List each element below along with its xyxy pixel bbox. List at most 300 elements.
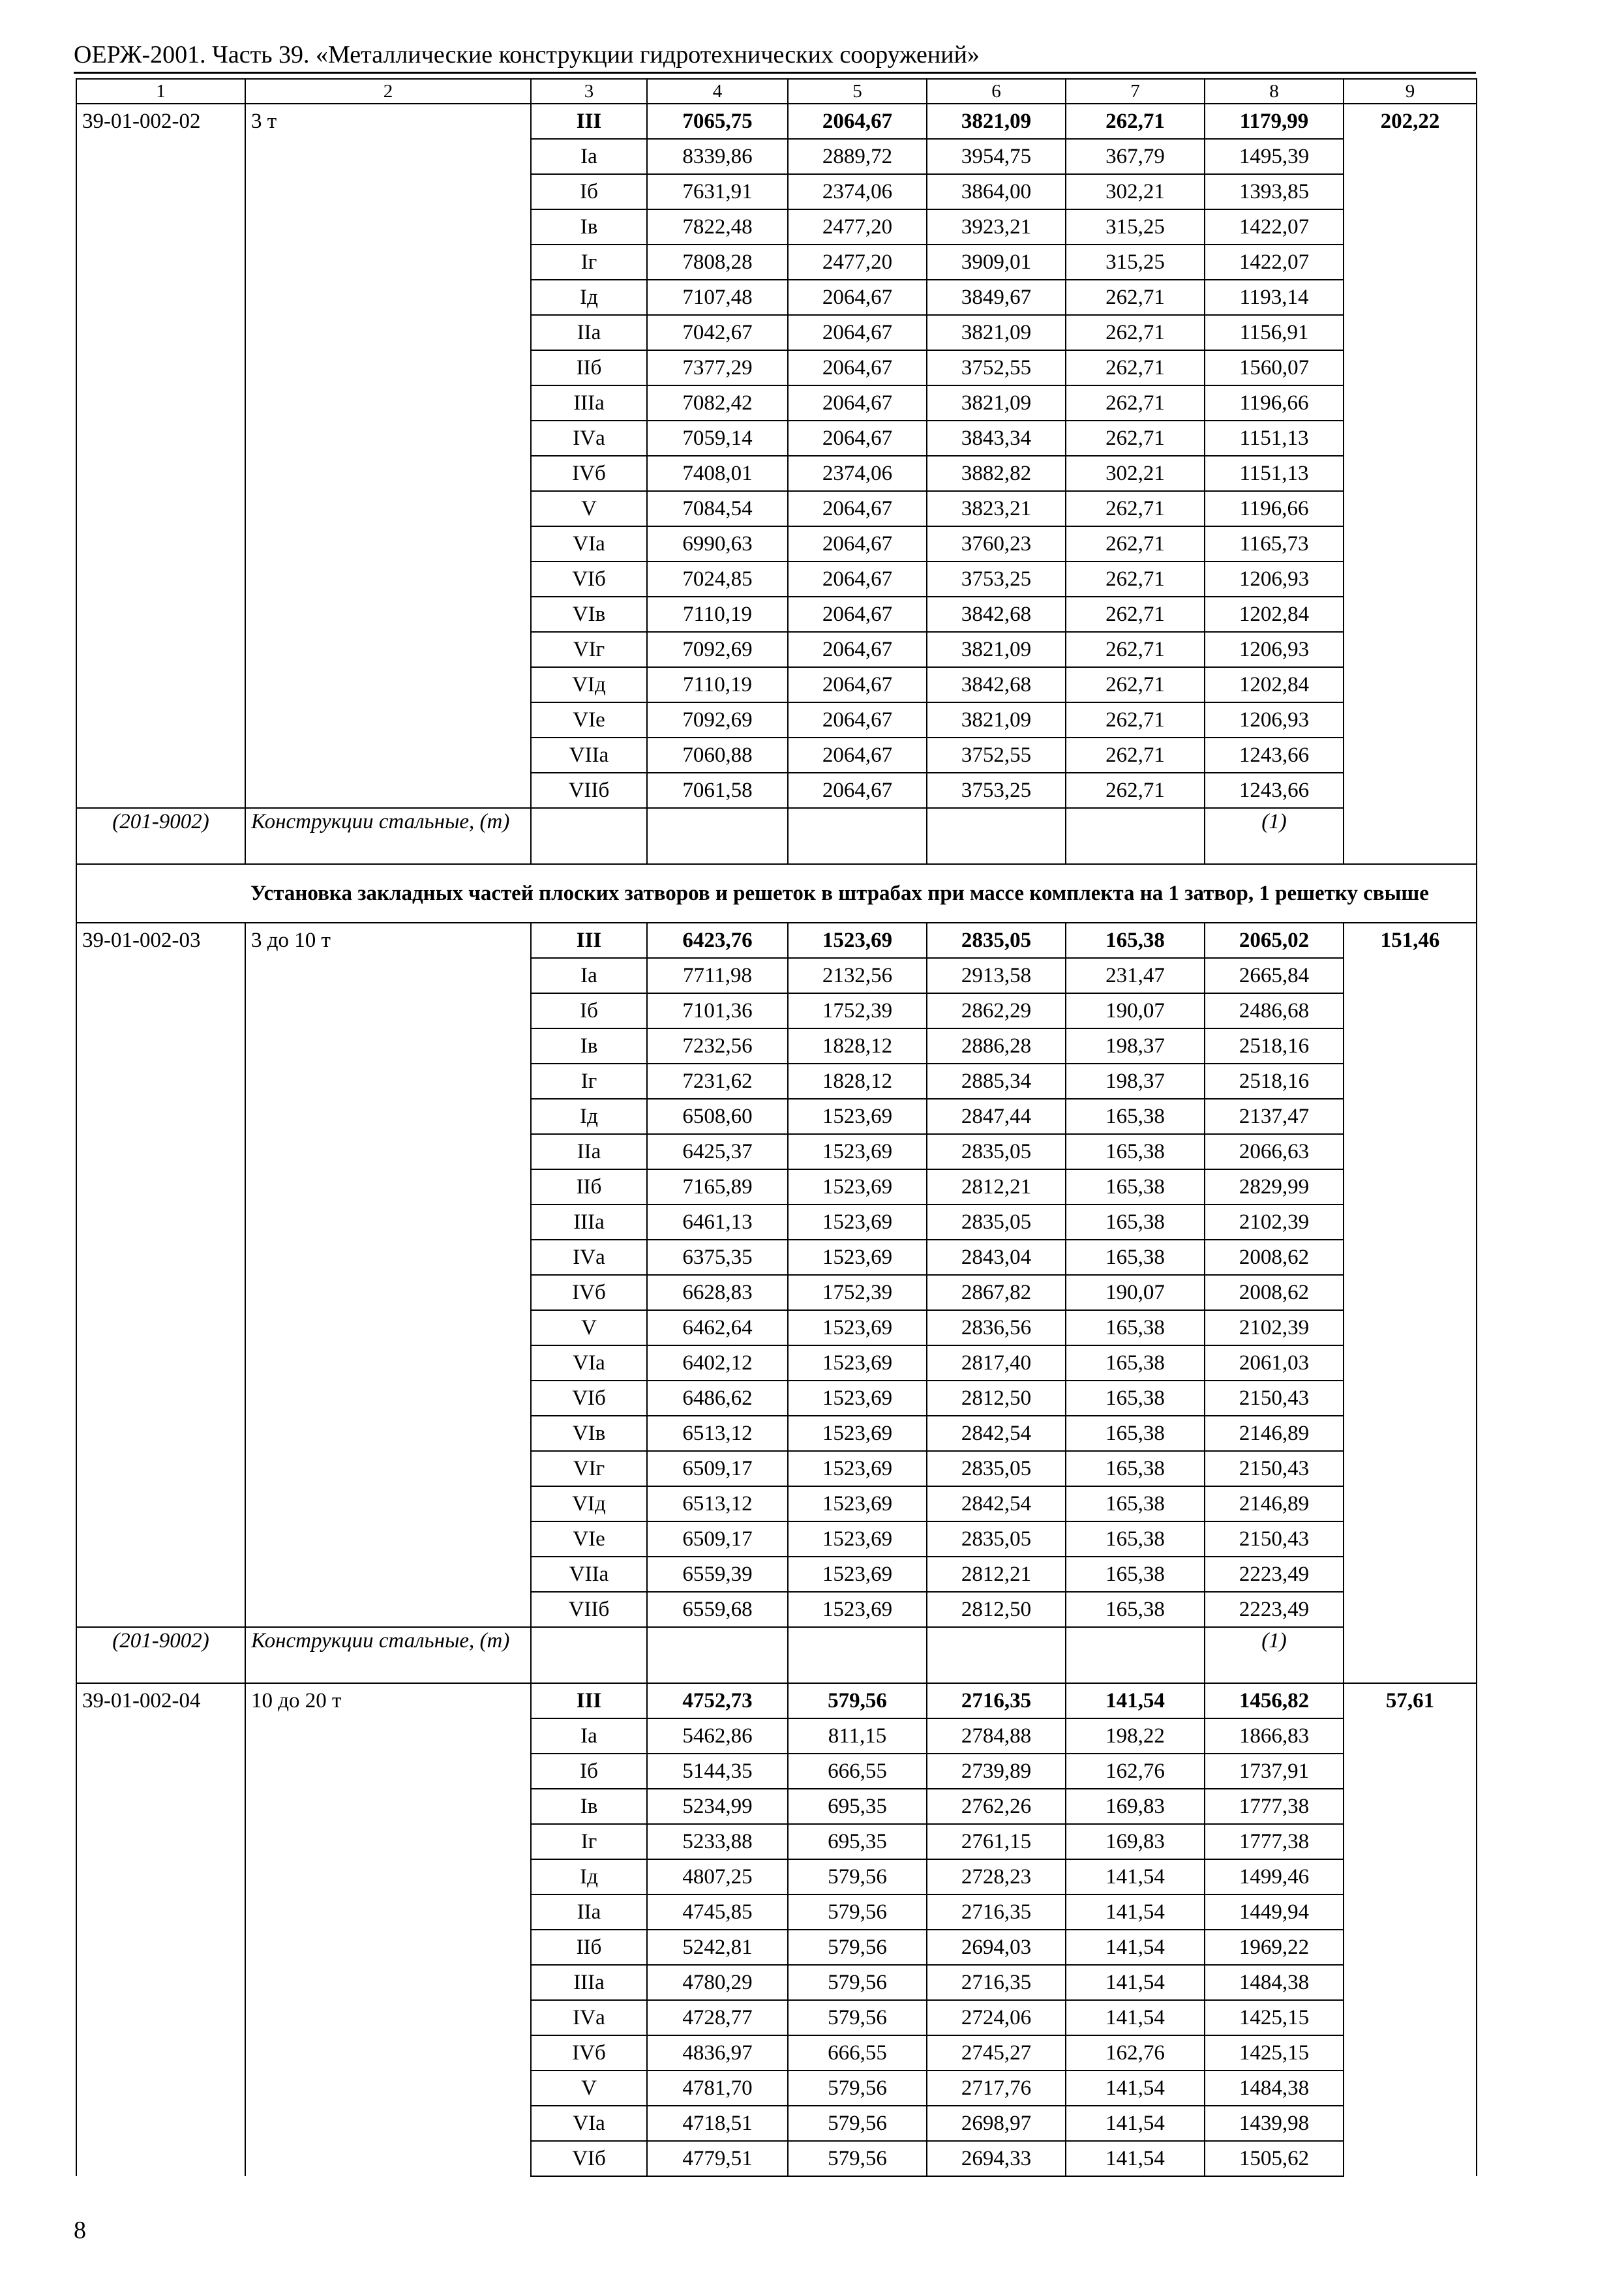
value-cell: 2102,39	[1205, 1204, 1344, 1240]
rate-code: 39-01-002-04	[76, 1683, 245, 1718]
resource-name: Конструкции стальные, (т)	[245, 1627, 531, 1683]
rate-code	[76, 1754, 245, 1789]
value-cell: 6462,64	[647, 1310, 788, 1345]
value-cell: 7110,19	[647, 597, 788, 632]
value-cell: 3882,82	[927, 456, 1066, 491]
value-cell: 2374,06	[788, 456, 927, 491]
value-cell: 165,38	[1066, 1416, 1205, 1451]
col9-value	[1344, 1930, 1477, 1965]
value-cell: 6990,63	[647, 526, 788, 561]
zone-cell: IVа	[531, 2000, 647, 2035]
table-row	[76, 1683, 1477, 1718]
zone-cell: IVб	[531, 456, 647, 491]
rate-code	[76, 491, 245, 526]
value-cell: 141,54	[1066, 1894, 1205, 1930]
value-cell: 1777,38	[1205, 1824, 1344, 1859]
rate-description	[245, 1718, 531, 1754]
value-cell: 1151,13	[1205, 456, 1344, 491]
value-cell: 1523,69	[788, 1486, 927, 1521]
table-row	[76, 1381, 1477, 1416]
value-cell: 262,71	[1066, 421, 1205, 456]
value-cell: 2745,27	[927, 2035, 1066, 2071]
col9-value	[1344, 2071, 1477, 2106]
value-cell: 6425,37	[647, 1134, 788, 1169]
rate-description	[245, 139, 531, 174]
column-number: 3	[531, 79, 647, 104]
col9-value	[1344, 561, 1477, 597]
col9-value	[1344, 2141, 1477, 2176]
zone-cell: IIб	[531, 350, 647, 385]
rate-description	[245, 174, 531, 209]
value-cell: 5462,86	[647, 1718, 788, 1754]
value-cell: 262,71	[1066, 597, 1205, 632]
value-cell: 2064,67	[788, 773, 927, 808]
value-cell: 3909,01	[927, 245, 1066, 280]
value-cell: 3843,34	[927, 421, 1066, 456]
table-row	[76, 1592, 1477, 1627]
rate-code	[76, 1204, 245, 1240]
value-cell: 7092,69	[647, 702, 788, 738]
value-cell: 2716,35	[927, 1894, 1066, 1930]
value-cell: 1523,69	[788, 1451, 927, 1486]
empty-cell	[647, 1627, 788, 1683]
value-cell: 1393,85	[1205, 174, 1344, 209]
zone-cell: Iг	[531, 1064, 647, 1099]
col9-value	[1344, 456, 1477, 491]
rate-description	[245, 702, 531, 738]
rate-description	[245, 1028, 531, 1064]
col9-value	[1344, 1789, 1477, 1824]
value-cell: 2064,67	[788, 667, 927, 702]
value-cell: 6486,62	[647, 1381, 788, 1416]
rate-code	[76, 773, 245, 808]
value-cell: 2064,67	[788, 385, 927, 421]
zone-cell: IIIа	[531, 385, 647, 421]
zone-cell: IVа	[531, 421, 647, 456]
col9-value	[1344, 209, 1477, 245]
zone-cell: Iа	[531, 139, 647, 174]
rate-code	[76, 2035, 245, 2071]
value-cell: 3752,55	[927, 350, 1066, 385]
rate-description	[245, 385, 531, 421]
value-cell: 2150,43	[1205, 1381, 1344, 1416]
value-cell: 1422,07	[1205, 245, 1344, 280]
value-cell: 6628,83	[647, 1275, 788, 1310]
zone-cell: IIб	[531, 1930, 647, 1965]
value-cell: 7060,88	[647, 738, 788, 773]
resource-row	[76, 1627, 1477, 1683]
value-cell: 2812,50	[927, 1381, 1066, 1416]
zone-cell: VIг	[531, 632, 647, 667]
rate-description	[245, 632, 531, 667]
zone-cell: IIIа	[531, 1965, 647, 2000]
empty-cell	[1066, 1627, 1205, 1683]
page-header: ОЕРЖ-2001. Часть 39. «Металлические конструкции гидротехнических сооружений»	[74, 41, 980, 68]
value-cell: 579,56	[788, 2106, 927, 2141]
value-cell: 1425,15	[1205, 2000, 1344, 2035]
table-row	[76, 1718, 1477, 1754]
table-row	[76, 773, 1477, 808]
rate-description	[245, 1965, 531, 2000]
col9-value	[1344, 350, 1477, 385]
col9-value	[1344, 139, 1477, 174]
value-cell: 262,71	[1066, 315, 1205, 350]
column-number: 9	[1344, 79, 1477, 104]
value-cell: 4728,77	[647, 2000, 788, 2035]
table-row	[76, 245, 1477, 280]
table-row	[76, 1064, 1477, 1099]
header-rule	[74, 72, 1476, 74]
zone-cell: Iд	[531, 1859, 647, 1894]
value-cell: 2064,67	[788, 561, 927, 597]
value-cell: 1243,66	[1205, 738, 1344, 773]
rate-description: 3 до 10 т	[245, 923, 531, 958]
rate-code	[76, 667, 245, 702]
rates-table	[76, 78, 1477, 2177]
value-cell: 2698,97	[927, 2106, 1066, 2141]
rate-description	[245, 315, 531, 350]
rate-description	[245, 456, 531, 491]
value-cell: 3753,25	[927, 773, 1066, 808]
rate-code	[76, 1486, 245, 1521]
rate-code	[76, 1451, 245, 1486]
value-cell: 2812,50	[927, 1592, 1066, 1627]
value-cell: 1828,12	[788, 1064, 927, 1099]
zone-cell: Iб	[531, 1754, 647, 1789]
value-cell: 1156,91	[1205, 315, 1344, 350]
rate-description	[245, 245, 531, 280]
rate-code	[76, 1134, 245, 1169]
value-cell: 2716,35	[927, 1965, 1066, 2000]
col9-value	[1344, 1275, 1477, 1310]
value-cell: 315,25	[1066, 245, 1205, 280]
rate-description	[245, 526, 531, 561]
table-row	[76, 174, 1477, 209]
value-cell: 4779,51	[647, 2141, 788, 2176]
value-cell: 6509,17	[647, 1451, 788, 1486]
value-cell: 3842,68	[927, 667, 1066, 702]
zone-cell: VIб	[531, 1381, 647, 1416]
value-cell: 2146,89	[1205, 1486, 1344, 1521]
value-cell: 2739,89	[927, 1754, 1066, 1789]
value-cell: 190,07	[1066, 1275, 1205, 1310]
empty-cell	[1344, 1627, 1477, 1683]
rate-description	[245, 1789, 531, 1824]
column-number-row	[76, 79, 1477, 104]
section-blank-cell	[76, 864, 245, 923]
value-cell: 6375,35	[647, 1240, 788, 1275]
empty-cell	[1066, 808, 1205, 864]
empty-cell	[927, 808, 1066, 864]
rate-code	[76, 456, 245, 491]
value-cell: 1196,66	[1205, 491, 1344, 526]
table-row	[76, 139, 1477, 174]
rate-description	[245, 1521, 531, 1557]
table-row	[76, 1345, 1477, 1381]
rate-code	[76, 1416, 245, 1451]
zone-cell: Iв	[531, 209, 647, 245]
value-cell: 6559,39	[647, 1557, 788, 1592]
rate-code	[76, 632, 245, 667]
value-cell: 4752,73	[647, 1683, 788, 1718]
zone-cell: VIIб	[531, 773, 647, 808]
value-cell: 1523,69	[788, 1169, 927, 1204]
col9-value	[1344, 1310, 1477, 1345]
value-cell: 666,55	[788, 1754, 927, 1789]
value-cell: 1495,39	[1205, 139, 1344, 174]
value-cell: 2064,67	[788, 491, 927, 526]
zone-cell: VIв	[531, 597, 647, 632]
value-cell: 3849,67	[927, 280, 1066, 315]
col9-value	[1344, 1169, 1477, 1204]
col9-value	[1344, 958, 1477, 993]
rate-code	[76, 1824, 245, 1859]
table-row	[76, 104, 1477, 139]
column-number: 2	[245, 79, 531, 104]
value-cell: 169,83	[1066, 1789, 1205, 1824]
zone-cell: IIа	[531, 1894, 647, 1930]
value-cell: 7232,56	[647, 1028, 788, 1064]
col9-value	[1344, 1099, 1477, 1134]
value-cell: 7082,42	[647, 385, 788, 421]
value-cell: 2817,40	[927, 1345, 1066, 1381]
table-row	[76, 491, 1477, 526]
col9-value	[1344, 1451, 1477, 1486]
value-cell: 262,71	[1066, 632, 1205, 667]
table-row	[76, 561, 1477, 597]
value-cell: 1752,39	[788, 1275, 927, 1310]
rate-code	[76, 1275, 245, 1310]
value-cell: 1828,12	[788, 1028, 927, 1064]
value-cell: 165,38	[1066, 1310, 1205, 1345]
col9-value	[1344, 1754, 1477, 1789]
value-cell: 1523,69	[788, 1521, 927, 1557]
value-cell: 7711,98	[647, 958, 788, 993]
rate-description	[245, 1859, 531, 1894]
value-cell: 1560,07	[1205, 350, 1344, 385]
value-cell: 1523,69	[788, 1592, 927, 1627]
column-number: 4	[647, 79, 788, 104]
value-cell: 165,38	[1066, 1557, 1205, 1592]
col9-value	[1344, 245, 1477, 280]
rate-description	[245, 280, 531, 315]
rate-description	[245, 1064, 531, 1099]
value-cell: 579,56	[788, 2141, 927, 2176]
value-cell: 2843,04	[927, 1240, 1066, 1275]
zone-cell: Iв	[531, 1028, 647, 1064]
value-cell: 1523,69	[788, 1099, 927, 1134]
rate-code	[76, 1718, 245, 1754]
value-cell: 2064,67	[788, 104, 927, 139]
rate-code	[76, 2071, 245, 2106]
rate-code	[76, 385, 245, 421]
value-cell: 302,21	[1066, 174, 1205, 209]
value-cell: 2762,26	[927, 1789, 1066, 1824]
value-cell: 3821,09	[927, 315, 1066, 350]
col9-value	[1344, 1965, 1477, 2000]
value-cell: 579,56	[788, 1683, 927, 1718]
value-cell: 2064,67	[788, 526, 927, 561]
value-cell: 262,71	[1066, 526, 1205, 561]
value-cell: 7024,85	[647, 561, 788, 597]
rate-code	[76, 1859, 245, 1894]
value-cell: 165,38	[1066, 1381, 1205, 1416]
value-cell: 3821,09	[927, 632, 1066, 667]
resource-name: Конструкции стальные, (т)	[245, 808, 531, 864]
table-row	[76, 923, 1477, 958]
table-row	[76, 1521, 1477, 1557]
value-cell: 141,54	[1066, 1965, 1205, 2000]
rate-description	[245, 1204, 531, 1240]
table-row	[76, 702, 1477, 738]
zone-cell: Iа	[531, 958, 647, 993]
col9-value	[1344, 1486, 1477, 1521]
col9-value: 202,22	[1344, 104, 1477, 139]
col9-value	[1344, 385, 1477, 421]
zone-cell: Iв	[531, 1789, 647, 1824]
value-cell: 579,56	[788, 1894, 927, 1930]
value-cell: 2812,21	[927, 1169, 1066, 1204]
col9-value	[1344, 2035, 1477, 2071]
rate-code	[76, 245, 245, 280]
col9-value	[1344, 1028, 1477, 1064]
rate-code	[76, 421, 245, 456]
table-row	[76, 1169, 1477, 1204]
zone-cell: Iд	[531, 1099, 647, 1134]
rate-description	[245, 1099, 531, 1134]
zone-cell: IVа	[531, 1240, 647, 1275]
col9-value	[1344, 526, 1477, 561]
value-cell: 7059,14	[647, 421, 788, 456]
col9-value	[1344, 1557, 1477, 1592]
value-cell: 1523,69	[788, 1240, 927, 1275]
value-cell: 1202,84	[1205, 667, 1344, 702]
value-cell: 2477,20	[788, 245, 927, 280]
column-number: 5	[788, 79, 927, 104]
value-cell: 1179,99	[1205, 104, 1344, 139]
value-cell: 2223,49	[1205, 1557, 1344, 1592]
value-cell: 1505,62	[1205, 2141, 1344, 2176]
value-cell: 165,38	[1066, 1099, 1205, 1134]
value-cell: 141,54	[1066, 2071, 1205, 2106]
value-cell: 2061,03	[1205, 1345, 1344, 1381]
col9-value	[1344, 738, 1477, 773]
rate-code	[76, 1064, 245, 1099]
zone-cell: VIа	[531, 526, 647, 561]
value-cell: 262,71	[1066, 280, 1205, 315]
rate-description	[245, 421, 531, 456]
table-row	[76, 1416, 1477, 1451]
resource-code: (201-9002)	[76, 1627, 245, 1683]
value-cell: 5234,99	[647, 1789, 788, 1824]
zone-cell: Iб	[531, 174, 647, 209]
col9-value: 151,46	[1344, 923, 1477, 958]
rate-code	[76, 1521, 245, 1557]
value-cell: 2867,82	[927, 1275, 1066, 1310]
table-row	[76, 1275, 1477, 1310]
value-cell: 2835,05	[927, 1521, 1066, 1557]
resource-qty: (1)	[1205, 1627, 1344, 1683]
column-number: 7	[1066, 79, 1205, 104]
value-cell: 7092,69	[647, 632, 788, 667]
rate-description	[245, 1486, 531, 1521]
value-cell: 7110,19	[647, 667, 788, 702]
zone-cell: Iг	[531, 245, 647, 280]
value-cell: 2150,43	[1205, 1521, 1344, 1557]
empty-cell	[927, 1627, 1066, 1683]
rate-code	[76, 1169, 245, 1204]
value-cell: 1449,94	[1205, 1894, 1344, 1930]
rate-description	[245, 1557, 531, 1592]
value-cell: 165,38	[1066, 1345, 1205, 1381]
value-cell: 1523,69	[788, 1381, 927, 1416]
value-cell: 2694,33	[927, 2141, 1066, 2176]
table-row	[76, 1557, 1477, 1592]
resource-code: (201-9002)	[76, 808, 245, 864]
value-cell: 2102,39	[1205, 1310, 1344, 1345]
value-cell: 2842,54	[927, 1416, 1066, 1451]
zone-cell: VIе	[531, 1521, 647, 1557]
value-cell: 7808,28	[647, 245, 788, 280]
col9-value	[1344, 632, 1477, 667]
col9-value	[1344, 667, 1477, 702]
value-cell: 1499,46	[1205, 1859, 1344, 1894]
col9-value	[1344, 1064, 1477, 1099]
rate-description	[245, 1824, 531, 1859]
zone-cell: III	[531, 1683, 647, 1718]
table-row	[76, 1789, 1477, 1824]
zone-cell: VIе	[531, 702, 647, 738]
rate-code	[76, 1592, 245, 1627]
value-cell: 165,38	[1066, 1134, 1205, 1169]
resource-row	[76, 808, 1477, 864]
value-cell: 7107,48	[647, 280, 788, 315]
rate-description	[245, 2106, 531, 2141]
rate-code	[76, 174, 245, 209]
value-cell: 165,38	[1066, 1169, 1205, 1204]
value-cell: 262,71	[1066, 773, 1205, 808]
value-cell: 231,47	[1066, 958, 1205, 993]
table-row	[76, 209, 1477, 245]
rate-description	[245, 491, 531, 526]
zone-cell: III	[531, 104, 647, 139]
table-row	[76, 421, 1477, 456]
zone-cell: VIб	[531, 2141, 647, 2176]
value-cell: 3821,09	[927, 104, 1066, 139]
value-cell: 165,38	[1066, 1240, 1205, 1275]
value-cell: 6559,68	[647, 1592, 788, 1627]
section-header-row	[76, 864, 1477, 923]
value-cell: 4745,85	[647, 1894, 788, 1930]
value-cell: 2064,67	[788, 738, 927, 773]
value-cell: 2665,84	[1205, 958, 1344, 993]
zone-cell: IIIа	[531, 1204, 647, 1240]
table-row	[76, 1965, 1477, 2000]
rate-description	[245, 1310, 531, 1345]
rate-code	[76, 1310, 245, 1345]
value-cell: 1737,91	[1205, 1754, 1344, 1789]
col9-value	[1344, 993, 1477, 1028]
rate-code	[76, 526, 245, 561]
table-row	[76, 1028, 1477, 1064]
value-cell: 7408,01	[647, 456, 788, 491]
value-cell: 1243,66	[1205, 773, 1344, 808]
rate-code	[76, 597, 245, 632]
zone-cell: VIIб	[531, 1592, 647, 1627]
value-cell: 811,15	[788, 1718, 927, 1754]
col9-value	[1344, 1521, 1477, 1557]
value-cell: 2728,23	[927, 1859, 1066, 1894]
